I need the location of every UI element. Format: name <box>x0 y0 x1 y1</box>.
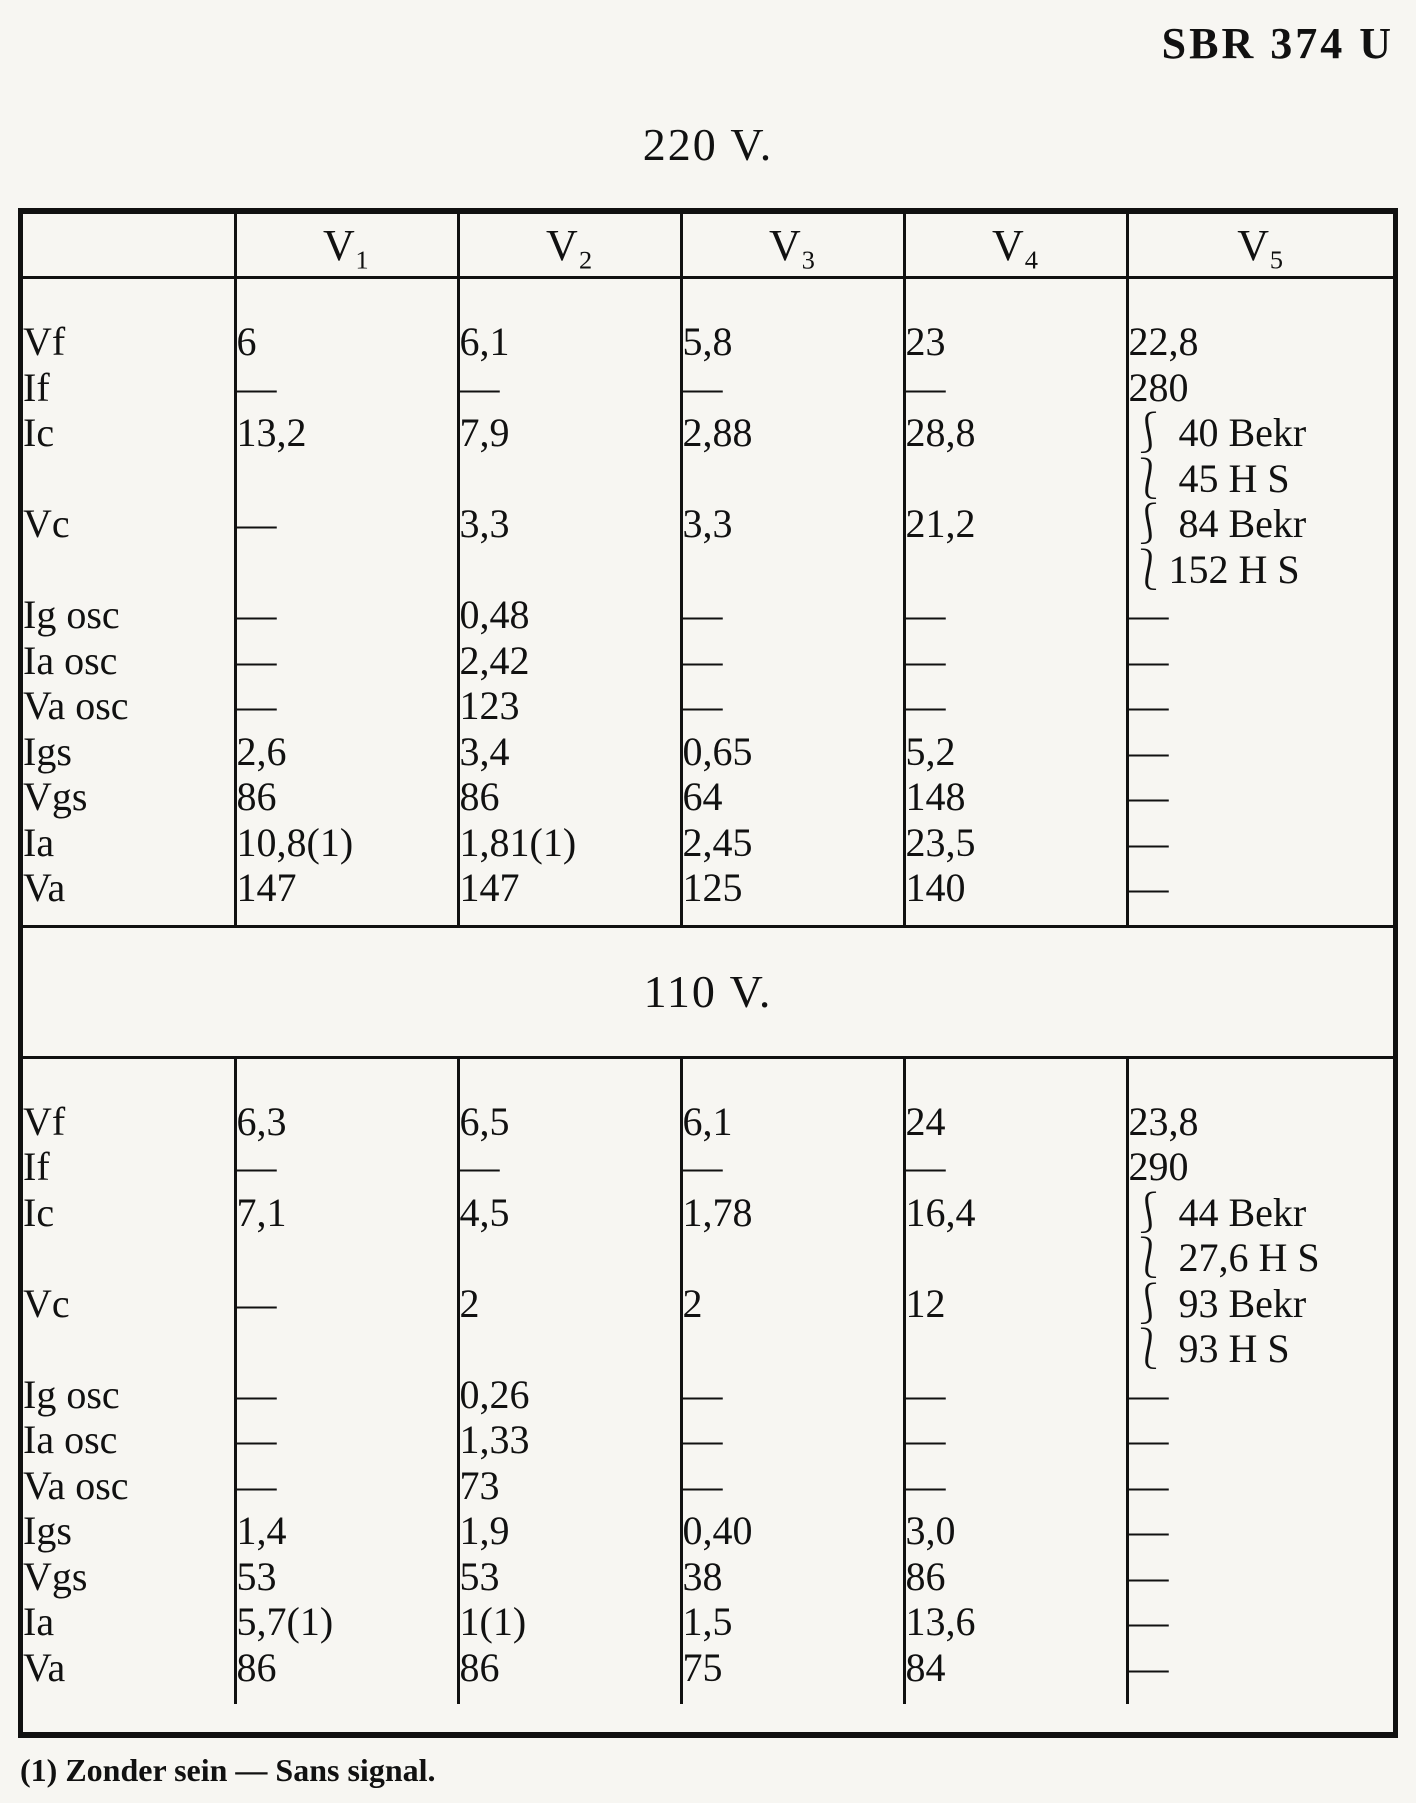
cell-value: 3,3 <box>459 501 510 546</box>
cell-value: 0,65 <box>682 728 753 774</box>
table-row <box>23 1059 1393 1705</box>
model-number: SBR 374 U <box>1161 19 1394 68</box>
cell-value: — <box>236 1144 277 1189</box>
cell-value <box>683 1235 903 1281</box>
cell-value: 16,4 <box>905 1189 976 1235</box>
cell-value <box>460 1326 680 1372</box>
cell-value: ⎰ 93 Bekr <box>1128 1280 1307 1326</box>
cell-value: 1(1) <box>459 1599 527 1644</box>
cell-value: — <box>236 1371 277 1417</box>
row-label: Vgs <box>23 1553 88 1599</box>
cell-value: — <box>682 592 723 637</box>
cell-value: 2,45 <box>682 819 753 865</box>
cell-value: 24 <box>905 1098 946 1144</box>
row-label: Vc <box>23 1280 70 1326</box>
cell-value: 1,81(1) <box>459 819 577 865</box>
cell-value: 1,78 <box>682 1189 753 1235</box>
row-label: Ig osc <box>23 592 120 637</box>
cell-value: ⎱ 93 H S <box>1128 1326 1290 1371</box>
v2-column <box>458 1059 681 1705</box>
footnote: (1) Zonder sein — Sans signal. <box>20 1752 436 1788</box>
row-label <box>23 547 234 593</box>
header-v5: V₅ <box>1127 214 1393 278</box>
table-row <box>23 278 1393 925</box>
cell-value: 147 <box>459 865 520 910</box>
row-label: Vf <box>23 319 66 364</box>
row-label <box>23 456 234 502</box>
cell-value <box>460 547 680 593</box>
cell-value: 6,5 <box>459 1098 510 1144</box>
row-label: Ia osc <box>23 1417 118 1462</box>
v4-column <box>904 278 1127 925</box>
row-label: Va <box>23 1644 66 1690</box>
row-label <box>23 1326 234 1372</box>
cell-value: 2,42 <box>459 637 530 683</box>
cell-value: 280 <box>1128 364 1189 410</box>
cell-value: — <box>905 592 946 637</box>
cell-value: 5,2 <box>905 728 956 774</box>
v5-column <box>1127 1059 1393 1705</box>
cell-value: 86 <box>236 774 277 819</box>
cell-value: — <box>459 1144 500 1189</box>
v1-column <box>235 278 458 925</box>
cell-value: — <box>905 683 946 728</box>
v2-column <box>458 278 681 925</box>
row-label: Igs <box>23 728 72 774</box>
header-empty <box>23 214 235 278</box>
cell-value: — <box>459 364 500 410</box>
cell-value: ⎰ 44 Bekr <box>1128 1189 1307 1235</box>
cell-value <box>460 456 680 502</box>
cell-value: — <box>1128 683 1169 728</box>
row-label: Ig osc <box>23 1371 120 1417</box>
cell-value: 1,9 <box>459 1508 510 1553</box>
cell-value: 140 <box>905 865 966 910</box>
cell-value: 86 <box>236 1644 277 1690</box>
cell-value: 5,8 <box>682 319 733 364</box>
cell-value: 2 <box>682 1280 703 1326</box>
cell-value: 6,1 <box>459 319 510 364</box>
column-header-row <box>23 214 1393 278</box>
row-label: Va <box>23 865 66 910</box>
cell-value: — <box>1128 819 1169 865</box>
cell-value: — <box>1128 1462 1169 1508</box>
cell-value: 73 <box>459 1462 500 1508</box>
cell-value: 13,2 <box>236 410 307 455</box>
row-label: Va osc <box>23 1462 129 1508</box>
header-v2: V₂ <box>458 214 681 278</box>
cell-value: — <box>236 683 277 728</box>
header-v4: V₄ <box>904 214 1127 278</box>
cell-value: — <box>1128 637 1169 683</box>
cell-value: 86 <box>459 774 500 819</box>
v3-column <box>681 1059 904 1705</box>
v4-column <box>904 1059 1127 1705</box>
cell-value: — <box>682 1417 723 1462</box>
cell-value: — <box>905 364 946 410</box>
cell-value: 1,5 <box>682 1599 733 1644</box>
cell-value: — <box>236 592 277 637</box>
cell-value: — <box>905 1462 946 1508</box>
row-label: Va osc <box>23 683 129 728</box>
section-title-220v: 220 V. <box>642 119 774 170</box>
labels-column <box>23 278 235 925</box>
cell-value: 2,6 <box>236 728 287 774</box>
cell-value: 1,4 <box>236 1508 287 1553</box>
cell-value: — <box>236 637 277 683</box>
v3-column <box>681 278 904 925</box>
row-label: Igs <box>23 1508 72 1553</box>
cell-value: 5,7(1) <box>236 1599 334 1644</box>
cell-value <box>683 1326 903 1372</box>
cell-value <box>683 547 903 593</box>
table-220v <box>23 214 1393 925</box>
cell-value: 3,4 <box>459 728 510 774</box>
cell-value: ⎰ 84 Bekr <box>1128 501 1307 546</box>
cell-value <box>237 1235 457 1281</box>
cell-value: 6,3 <box>236 1098 287 1144</box>
cell-value: 86 <box>905 1553 946 1599</box>
cell-value: 28,8 <box>905 410 976 455</box>
cell-value: 12 <box>905 1280 946 1326</box>
cell-value: ⎰ 40 Bekr <box>1128 410 1307 455</box>
v1-column <box>235 1059 458 1705</box>
cell-value: — <box>905 1371 946 1417</box>
cell-value: — <box>682 1144 723 1189</box>
cell-value: — <box>905 1417 946 1462</box>
cell-value: — <box>1128 592 1169 637</box>
cell-value: 84 <box>905 1644 946 1690</box>
cell-value: 22,8 <box>1128 319 1199 364</box>
cell-value: 10,8(1) <box>236 819 354 865</box>
header-v3: V₃ <box>681 214 904 278</box>
cell-value: — <box>1128 1599 1169 1644</box>
cell-value <box>906 456 1126 502</box>
cell-value: 2 <box>459 1280 480 1326</box>
cell-value: — <box>1128 1371 1169 1417</box>
cell-value: 7,9 <box>459 410 510 455</box>
header-v1: V₁ <box>235 214 458 278</box>
cell-value: — <box>1128 1508 1169 1553</box>
cell-value: 86 <box>459 1644 500 1690</box>
cell-value: 23,8 <box>1128 1098 1199 1144</box>
cell-value: — <box>236 1280 277 1326</box>
cell-value: 6,1 <box>682 1098 733 1144</box>
cell-value: 21,2 <box>905 501 976 546</box>
cell-value: — <box>1128 865 1169 910</box>
cell-value: 53 <box>236 1553 277 1599</box>
labels-column <box>23 1059 235 1705</box>
cell-value: 3,0 <box>905 1508 956 1553</box>
cell-value <box>460 1235 680 1281</box>
row-label: If <box>23 364 50 410</box>
cell-value: 2,88 <box>682 410 753 455</box>
cell-value: 3,3 <box>682 501 733 546</box>
cell-value: 123 <box>459 683 520 728</box>
cell-value: 23 <box>905 319 946 364</box>
cell-value: 0,26 <box>459 1371 530 1417</box>
cell-value: — <box>682 1462 723 1508</box>
cell-value: — <box>236 1462 277 1508</box>
cell-value: — <box>905 637 946 683</box>
cell-value: — <box>682 683 723 728</box>
cell-value: ⎱152 H S <box>1128 546 1300 592</box>
tube-data-table <box>18 208 1398 1738</box>
row-label: Vc <box>23 501 70 546</box>
row-label <box>23 1235 234 1281</box>
cell-value <box>237 1326 457 1372</box>
cell-value <box>906 547 1126 593</box>
cell-value: 53 <box>459 1553 500 1599</box>
cell-value: 1,33 <box>459 1417 530 1462</box>
cell-value: 148 <box>905 774 966 819</box>
cell-value: ⎱ 27,6 H S <box>1128 1235 1320 1280</box>
cell-value: — <box>1128 1417 1169 1462</box>
cell-value <box>237 547 457 593</box>
row-label: Vgs <box>23 774 88 819</box>
cell-value: 147 <box>236 865 297 910</box>
cell-value <box>906 1235 1126 1281</box>
cell-value <box>683 456 903 502</box>
cell-value: 64 <box>682 774 723 819</box>
section-title-110v: 110 V. <box>23 925 1393 1059</box>
row-label: Vf <box>23 1098 66 1144</box>
cell-value: 0,48 <box>459 592 530 637</box>
cell-value: 6 <box>236 319 257 364</box>
table-110v <box>23 1059 1393 1705</box>
cell-value: — <box>236 364 277 410</box>
cell-value: 0,40 <box>682 1508 753 1553</box>
row-label: Ia osc <box>23 637 118 683</box>
v5-column <box>1127 278 1393 925</box>
row-label: Ic <box>23 1189 55 1235</box>
cell-value: 38 <box>682 1553 723 1599</box>
row-label: Ia <box>23 1599 55 1644</box>
cell-value <box>906 1326 1126 1372</box>
cell-value: — <box>682 364 723 410</box>
cell-value: 4,5 <box>459 1189 510 1235</box>
row-label: Ic <box>23 410 55 455</box>
cell-value: — <box>682 637 723 683</box>
cell-value: — <box>1128 774 1169 819</box>
row-label: If <box>23 1144 50 1189</box>
cell-value: — <box>1128 1644 1169 1690</box>
cell-value: 290 <box>1128 1144 1189 1189</box>
cell-value: ⎱ 45 H S <box>1128 455 1290 501</box>
row-label: Ia <box>23 819 55 865</box>
cell-value: — <box>1128 728 1169 774</box>
cell-value: — <box>905 1144 946 1189</box>
cell-value: 7,1 <box>236 1189 287 1235</box>
cell-value: — <box>236 501 277 546</box>
cell-value: 75 <box>682 1644 723 1690</box>
cell-value <box>237 456 457 502</box>
cell-value: 13,6 <box>905 1599 976 1644</box>
cell-value: 23,5 <box>905 819 976 865</box>
cell-value: — <box>236 1417 277 1462</box>
cell-value: — <box>682 1371 723 1417</box>
cell-value: 125 <box>682 865 743 910</box>
cell-value: — <box>1128 1553 1169 1599</box>
